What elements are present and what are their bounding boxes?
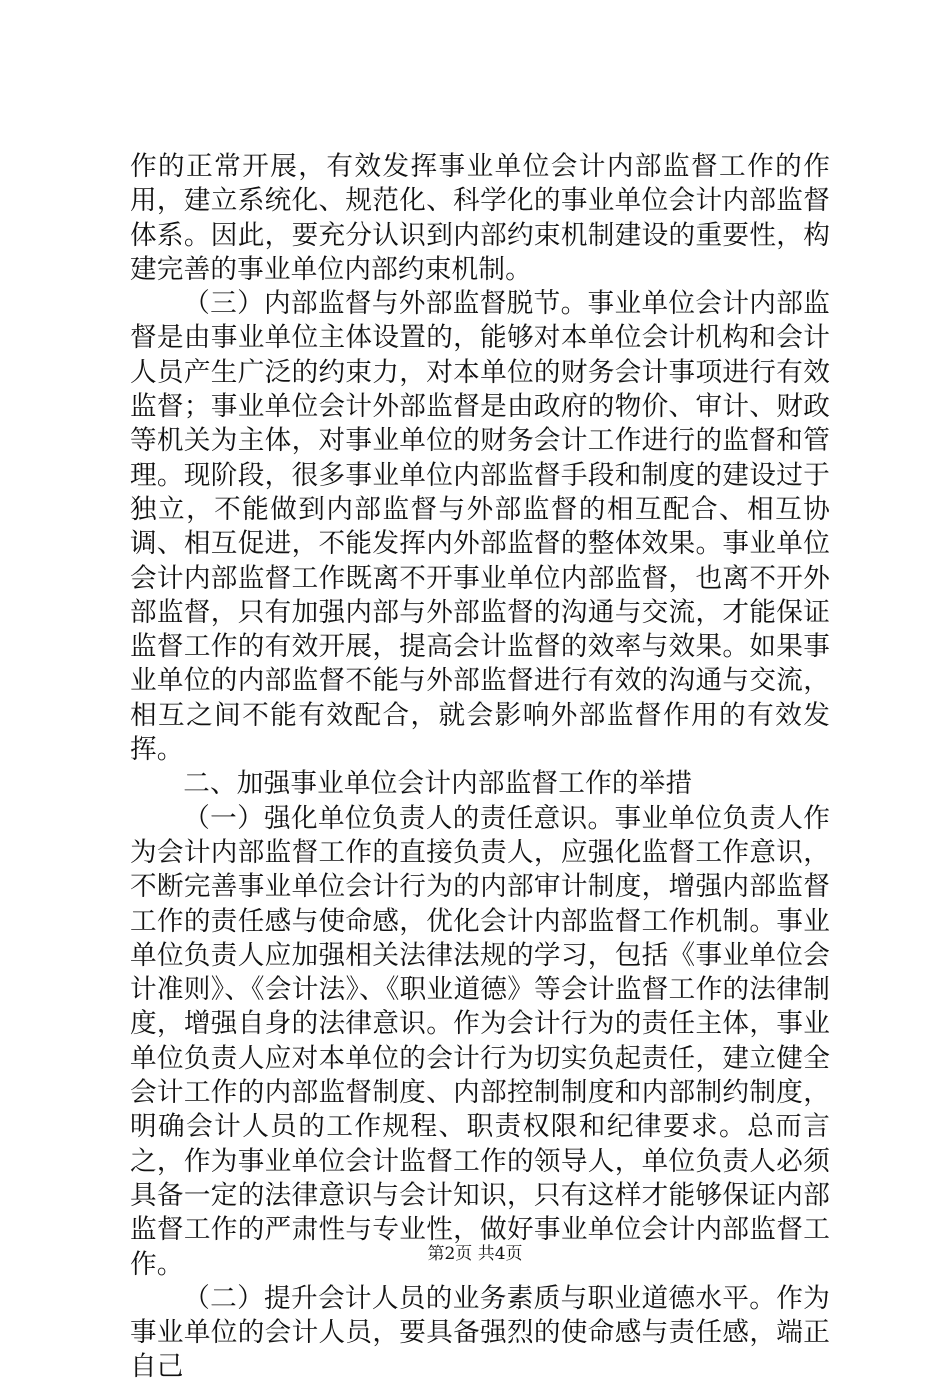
paragraph-internal-external-supervision: （三）内部监督与外部监督脱节。事业单位会计内部监督是由事业单位主体设置的，能够对本单位会计机构和会计人员产生广泛的约束力，对本单位的财务会计事项进行有效监督；事业单位会计外部监督是由政府的物价、审计、财政等机关为主体，对事业单位的财务会计工作进行的监督和管理。现阶段，很多事业单位内部监督手段和制度的建设过于独立，不能做到内部监督与外部监督的相互配合、相互协调、相互促进，不能发挥内外部监督的整体效果。事业单位会计内部监督工作既离不开事业单位内部监督，也离不开外部监督，只有加强内部与外部监督的沟通与交流，才能保证监督工作的有效开展，提高会计监督的效率与效果。如果事业单位的内部监督不能与外部监督进行有效的沟通与交流，相互之间不能有效配合，就会影响外部监督作用的有效发挥。 — [130, 288, 830, 766]
page-footer — [0, 1244, 950, 1264]
section-heading-measures: 二、加强事业单位会计内部监督工作的举措 — [183, 768, 693, 800]
paragraph-continuation: 作的正常开展，有效发挥事业单位会计内部监督工作的作用，建立系统化、规范化、科学化的事业单位会计内部监督体系。因此，要充分认识到内部约束机制建设的重要性，构建完善的事业单位内部约束机制。 — [130, 151, 830, 285]
paragraph-responsibility-awareness: （一）强化单位负责人的责任意识。事业单位负责人作为会计内部监督工作的直接负责人，应强化监督工作意识，不断完善事业单位会计行为的内部审计制度，增强内部监督工作的责任感与使命感，优化会计内部监督工作机制。事业单位负责人应加强相关法律法规的学习，包括《事业单位会计准则》、《会计法》、《职业道德》等会计监督工作的法律制度，增强自身的法律意识。作为会计行为的责任主体，事业单位负责人应对本单位的会计行为切实负起责任，建立健全会计工作的内部监督制度、内部控制制度和内部制约制度，明确会计人员的工作规程、职责权限和纪律要求。总而言之，作为事业单位会计监督工作的领导人，单位负责人必须具备一定的法律意识与会计知识，只有这样才能够保证内部监督工作的严肃性与专业性，做好事业单位会计内部监督工作。 — [130, 802, 830, 1280]
page-number: 第2页 共4页 — [427, 1244, 523, 1264]
paragraph-professional-quality: （二）提升会计人员的业务素质与职业道德水平。作为事业单位的会计人员，要具备强烈的使命感与责任感，端正自己 — [130, 1282, 830, 1383]
document-body — [130, 150, 830, 1385]
